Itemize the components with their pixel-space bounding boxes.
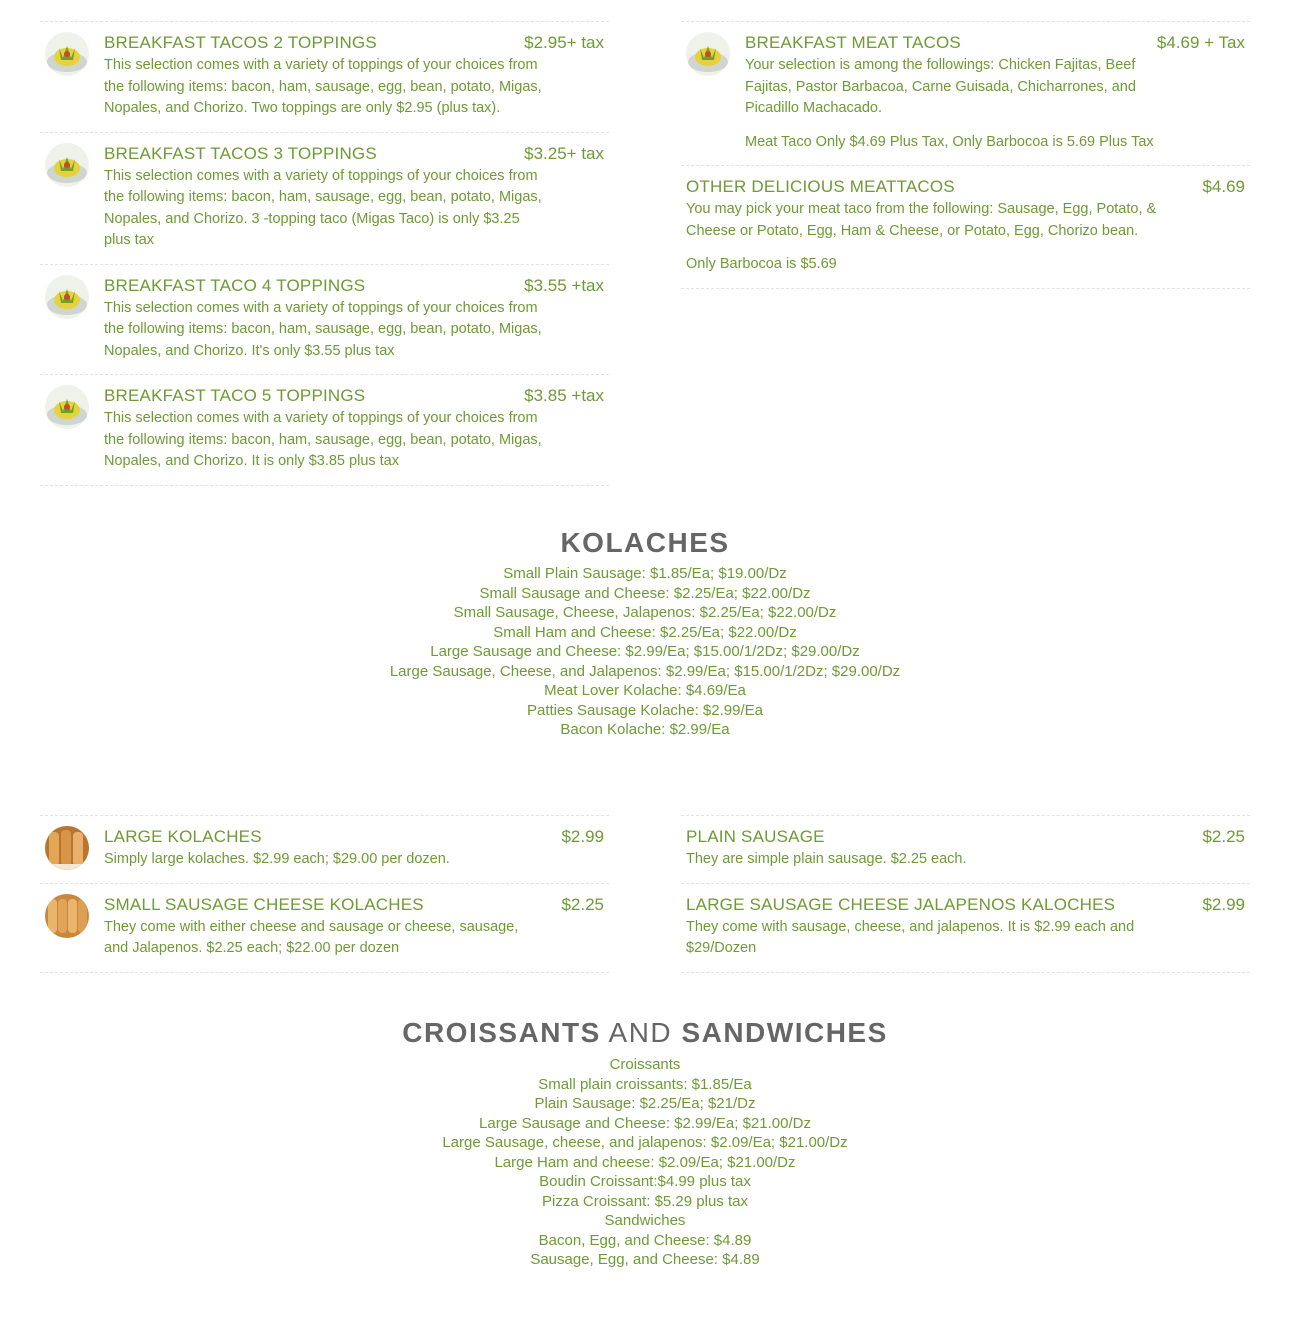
kolaches-title: KOLACHES bbox=[560, 527, 730, 558]
item-description: This selection comes with a variety of toppings of your choices from the following items: bacon, ham, sausage, egg, bean, potato, Migas, Nopales, and Chorizo. 3 -topping taco (Migas Taco) is only $3.25 plus tax bbox=[104, 167, 542, 248]
item-price: $4.69 bbox=[1202, 177, 1245, 196]
taco-photo bbox=[686, 32, 730, 76]
item-price: $3.55 +tax bbox=[524, 275, 604, 295]
item-description: They are simple plain sausage. $2.25 each. bbox=[686, 851, 967, 867]
item-title: PLAIN SAUSAGE bbox=[686, 827, 825, 846]
price-line: Small Ham and Cheese: $2.25/Ea; $22.00/Dz bbox=[493, 623, 797, 641]
menu-item[interactable] bbox=[40, 21, 609, 132]
item-title: LARGE KOLACHES bbox=[104, 827, 262, 846]
croissants-sandwiches-heading bbox=[0, 1017, 1290, 1049]
price-line: Small Plain Sausage: $1.85/Ea; $19.00/Dz bbox=[503, 565, 787, 582]
item-price: $2.95+ tax bbox=[524, 33, 604, 52]
taco-photo bbox=[45, 32, 89, 76]
breakfast-tacos-left-column bbox=[40, 21, 609, 486]
price-line: Large Sausage and Cheese: $2.99/Ea; $21.00/Dz bbox=[479, 1114, 811, 1132]
price-line: Large Sausage and Cheese: $2.99/Ea; $15.00/1/2Dz; $29.00/Dz bbox=[430, 643, 860, 660]
item-description: They come with either cheese and sausage or cheese, sausage, and Jalapenos. $2.25 each; $22.00 per dozen bbox=[104, 918, 519, 956]
taco-photo bbox=[45, 385, 89, 429]
item-description: This selection comes with a variety of toppings of your choices from the following items: bacon, ham, sausage, egg, bean, potato, Migas, Nopales, and Chorizo. It is only $3.85 plus tax bbox=[104, 410, 542, 469]
price-line: Sandwiches bbox=[604, 1212, 686, 1229]
item-title: BREAKFAST TACO 4 TOPPINGS bbox=[104, 275, 366, 295]
item-price: $2.99 bbox=[561, 827, 604, 846]
menu-item[interactable] bbox=[681, 165, 1250, 289]
menu-item[interactable] bbox=[40, 132, 609, 264]
kolache-items-left-column bbox=[40, 815, 609, 973]
item-title: BREAKFAST TACOS 3 TOPPINGS bbox=[104, 143, 377, 163]
menu-item[interactable] bbox=[40, 374, 609, 486]
item-price: $2.25 bbox=[561, 894, 604, 914]
price-line: Small Sausage, Cheese, Jalapenos: $2.25/Ea; $22.00/Dz bbox=[453, 604, 837, 621]
item-price: $2.25 bbox=[1202, 827, 1245, 846]
price-line: Meat Lover Kolache: $4.69/Ea bbox=[544, 682, 746, 699]
price-line: Croissants bbox=[609, 1056, 681, 1073]
price-line: Large Sausage, cheese, and jalapenos: $2.09/Ea; $21.00/Dz bbox=[442, 1134, 848, 1151]
item-title: BREAKFAST MEAT TACOS bbox=[745, 33, 961, 52]
kolache-items-right-column bbox=[681, 815, 1250, 973]
item-note: Only Barbocoa is $5.69 bbox=[686, 256, 837, 272]
menu-item[interactable] bbox=[681, 21, 1250, 165]
kolaches-heading bbox=[0, 527, 1290, 559]
croissants-title: CROISSANTS bbox=[402, 1017, 601, 1048]
item-price: $3.85 +tax bbox=[524, 386, 604, 405]
price-line: Sausage, Egg, and Cheese: $4.89 bbox=[530, 1251, 760, 1268]
menu-item[interactable] bbox=[40, 264, 609, 375]
menu-item[interactable] bbox=[681, 883, 1250, 973]
croissants-price-list bbox=[0, 1055, 1290, 1270]
price-line: Large Sausage, Cheese, and Jalapenos: $2.99/Ea; $15.00/1/2Dz; $29.00/Dz bbox=[389, 662, 901, 680]
price-line: Patties Sausage Kolache: $2.99/Ea bbox=[526, 701, 763, 719]
menu-item[interactable] bbox=[40, 883, 609, 973]
price-line: Small plain croissants: $1.85/Ea bbox=[538, 1075, 752, 1093]
price-line: Bacon, Egg, and Cheese: $4.89 bbox=[538, 1231, 752, 1249]
item-title: BREAKFAST TACOS 2 TOPPINGS bbox=[104, 33, 377, 52]
price-line: Large Ham and cheese: $2.09/Ea; $21.00/Dz bbox=[494, 1153, 796, 1171]
item-description: Simply large kolaches. $2.99 each; $29.00 per dozen. bbox=[104, 851, 450, 867]
breakfast-tacos-right-column bbox=[681, 21, 1250, 289]
price-line: Small Sausage and Cheese: $2.25/Ea; $22.00/Dz bbox=[479, 584, 811, 602]
sandwiches-title: SANDWICHES bbox=[681, 1017, 888, 1048]
item-price: $2.99 bbox=[1202, 894, 1245, 914]
item-price: $4.69 + Tax bbox=[1156, 33, 1245, 52]
taco-photo bbox=[45, 143, 89, 187]
price-line: Boudin Croissant:$4.99 plus tax bbox=[539, 1173, 751, 1190]
price-line: Pizza Croissant: $5.29 plus tax bbox=[542, 1192, 748, 1210]
item-title: BREAKFAST TACO 5 TOPPINGS bbox=[104, 386, 366, 405]
item-title: SMALL SAUSAGE CHEESE KOLACHES bbox=[104, 894, 424, 914]
item-note: Meat Taco Only $4.69 Plus Tax, Only Barbocoa is 5.69 Plus Tax bbox=[745, 133, 1154, 150]
item-price: $3.25+ tax bbox=[524, 143, 604, 163]
item-description: You may pick your meat taco from the following: Sausage, Egg, Potato, & Cheese or Potato, Egg, Ham & Cheese, or Potato, Egg, Chorizo bean. bbox=[686, 201, 1157, 239]
kolache-photo bbox=[45, 826, 89, 870]
kolaches-price-list bbox=[0, 564, 1290, 740]
price-line: Bacon Kolache: $2.99/Ea bbox=[560, 721, 730, 738]
item-description: This selection comes with a variety of toppings of your choices from the following items: bacon, ham, sausage, egg, bean, potato, Migas, Nopales, and Chorizo. Two toppings are only $2.95 (plus tax). bbox=[104, 57, 542, 116]
taco-photo bbox=[45, 275, 89, 319]
item-description: This selection comes with a variety of toppings of your choices from the following items: bacon, ham, sausage, egg, bean, potato, Migas, Nopales, and Chorizo. It's only $3.55 plus tax bbox=[104, 299, 542, 359]
item-description: Your selection is among the followings: Chicken Fajitas, Beef Fajitas, Pastor Barbacoa, Carne Guisada, Chicharrones, and Picadillo Machacado. bbox=[745, 57, 1136, 116]
item-title: LARGE SAUSAGE CHEESE JALAPENOS KALOCHES bbox=[686, 894, 1116, 914]
kolache-photo bbox=[45, 894, 89, 938]
menu-item[interactable] bbox=[681, 815, 1250, 883]
and-word: AND bbox=[608, 1017, 673, 1048]
menu-item[interactable] bbox=[40, 815, 609, 883]
price-line: Plain Sausage: $2.25/Ea; $21/Dz bbox=[534, 1095, 756, 1112]
item-title: OTHER DELICIOUS MEATTACOS bbox=[686, 177, 955, 196]
item-description: They come with sausage, cheese, and jalapenos. It is $2.99 each and $29/Dozen bbox=[686, 918, 1135, 956]
